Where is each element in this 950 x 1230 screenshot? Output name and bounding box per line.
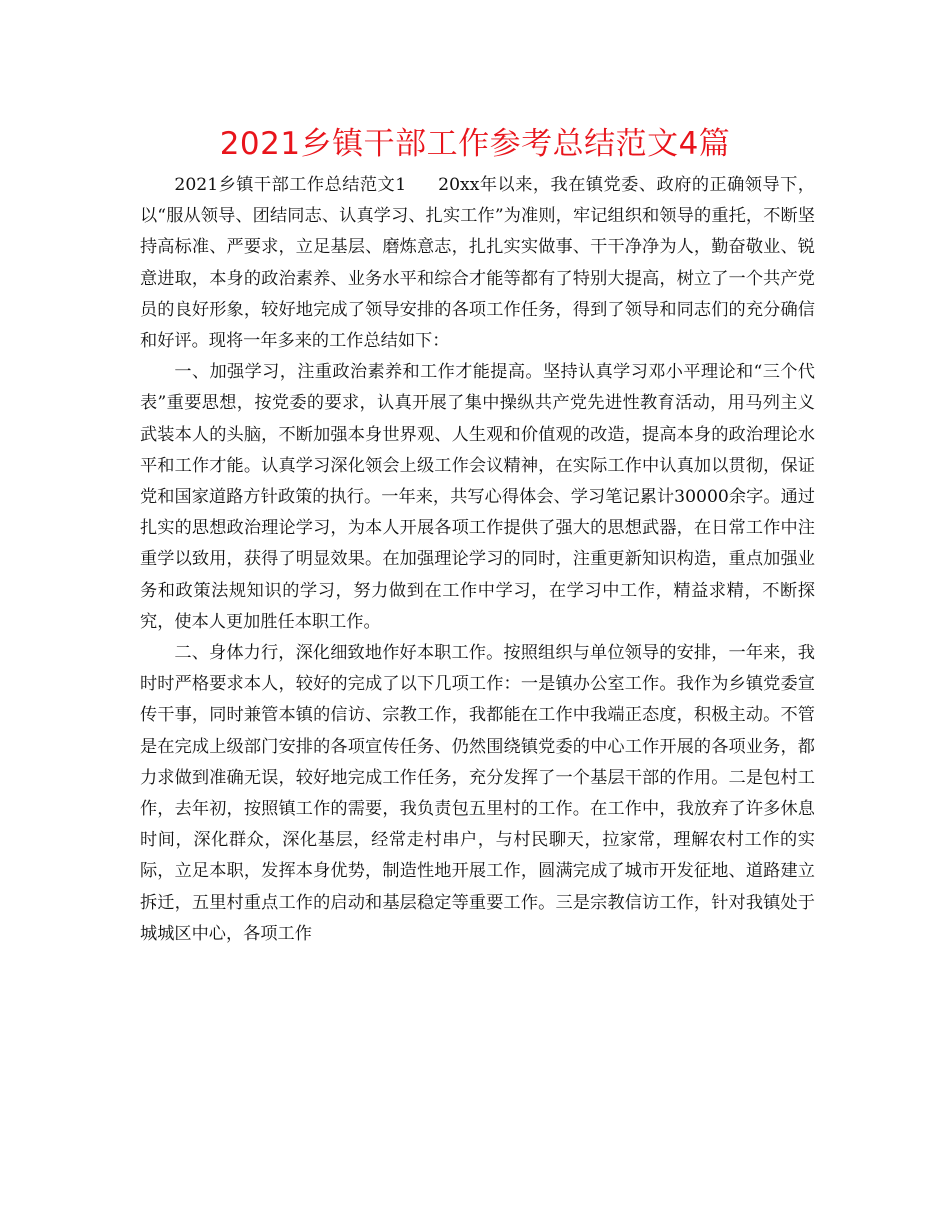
paragraph-3: 二、身体力行，深化细致地作好本职工作。按照组织与单位领导的安排，一年来，我时时严格要求本人，较好的完成了以下几项工作：一是镇办公室工作。我作为乡镇党委宣传干事，同时兼管本镇的信访、宗教工作，我都能在工作中我端正态度，积极主动。不管是在完成上级部门安排的各项宣传任务、仍然围绕镇党委的中心工作开展的各项业务，都力求做到准确无误，较好地完成工作任务，充分发挥了一个基层干部的作用。二是包村工作，去年初，按照镇工作的需要，我负责包五里村的工作。在工作中，我放弃了许多休息时间，深化群众，深化基层，经常走村串户，与村民聊天，拉家常，理解农村工作的实际，立足本职，发挥本身优势，制造性地开展工作，圆满完成了城市开发征地、道路建立拆迁，五里村重点工作的启动和基层稳定等重要工作。三是宗教信访工作，针对我镇处于城城区中心，各项工作 <box>140 643 815 944</box>
document-body <box>140 170 815 950</box>
paragraph-2: 一、加强学习，注重政治素养和工作才能提高。坚持认真学习邓小平理论和“三个代表”重要思想，按党委的要求，认真开展了集中操纵共产党先进性教育活动，用马列主义武装本人的头脑，不断加强本身世界观、人生观和价值观的改造，提高本身的政治理论水平和工作才能。认真学习深化领会上级工作会议精神，在实际工作中认真加以贯彻，保证党和国家道路方针政策的执行。一年来，共写心得体会、学习笔记累计30000余字。通过扎实的思想政治理论学习，为本人开展各项工作提供了强大的思想武器，在日常工作中注重学以致用，获得了明显效果。在加强理论学习的同时，注重更新知识构造，重点加强业务和政策法规知识的学习，努力做到在工作中学习，在学习中工作，精益求精，不断探究，使本人更加胜任本职工作。 <box>140 362 815 632</box>
paragraph-intro <box>140 170 815 357</box>
intro-label: 2021乡镇干部工作总结范文1 <box>174 175 407 195</box>
document-title: 2021乡镇干部工作参考总结范文4篇 <box>219 126 731 162</box>
paragraph-1-text: 20xx年以来，我在镇党委、政府的正确领导下，以“服从领导、团结同志、认真学习、扎实工作”为准则，牢记组织和领导的重托，不断坚持高标准、严要求，立足基层、磨炼意志，扎扎实实做事、干干净净为人，勤奋敬业、锐意进取，本身的政治素养、业务水平和综合才能等都有了特别大提高，树立了一个共产党员的良好形象，较好地完成了领导安排的各项工作任务，得到了领导和同志们的充分确信和好评。现将一年多来的工作总结如下： <box>140 175 815 352</box>
